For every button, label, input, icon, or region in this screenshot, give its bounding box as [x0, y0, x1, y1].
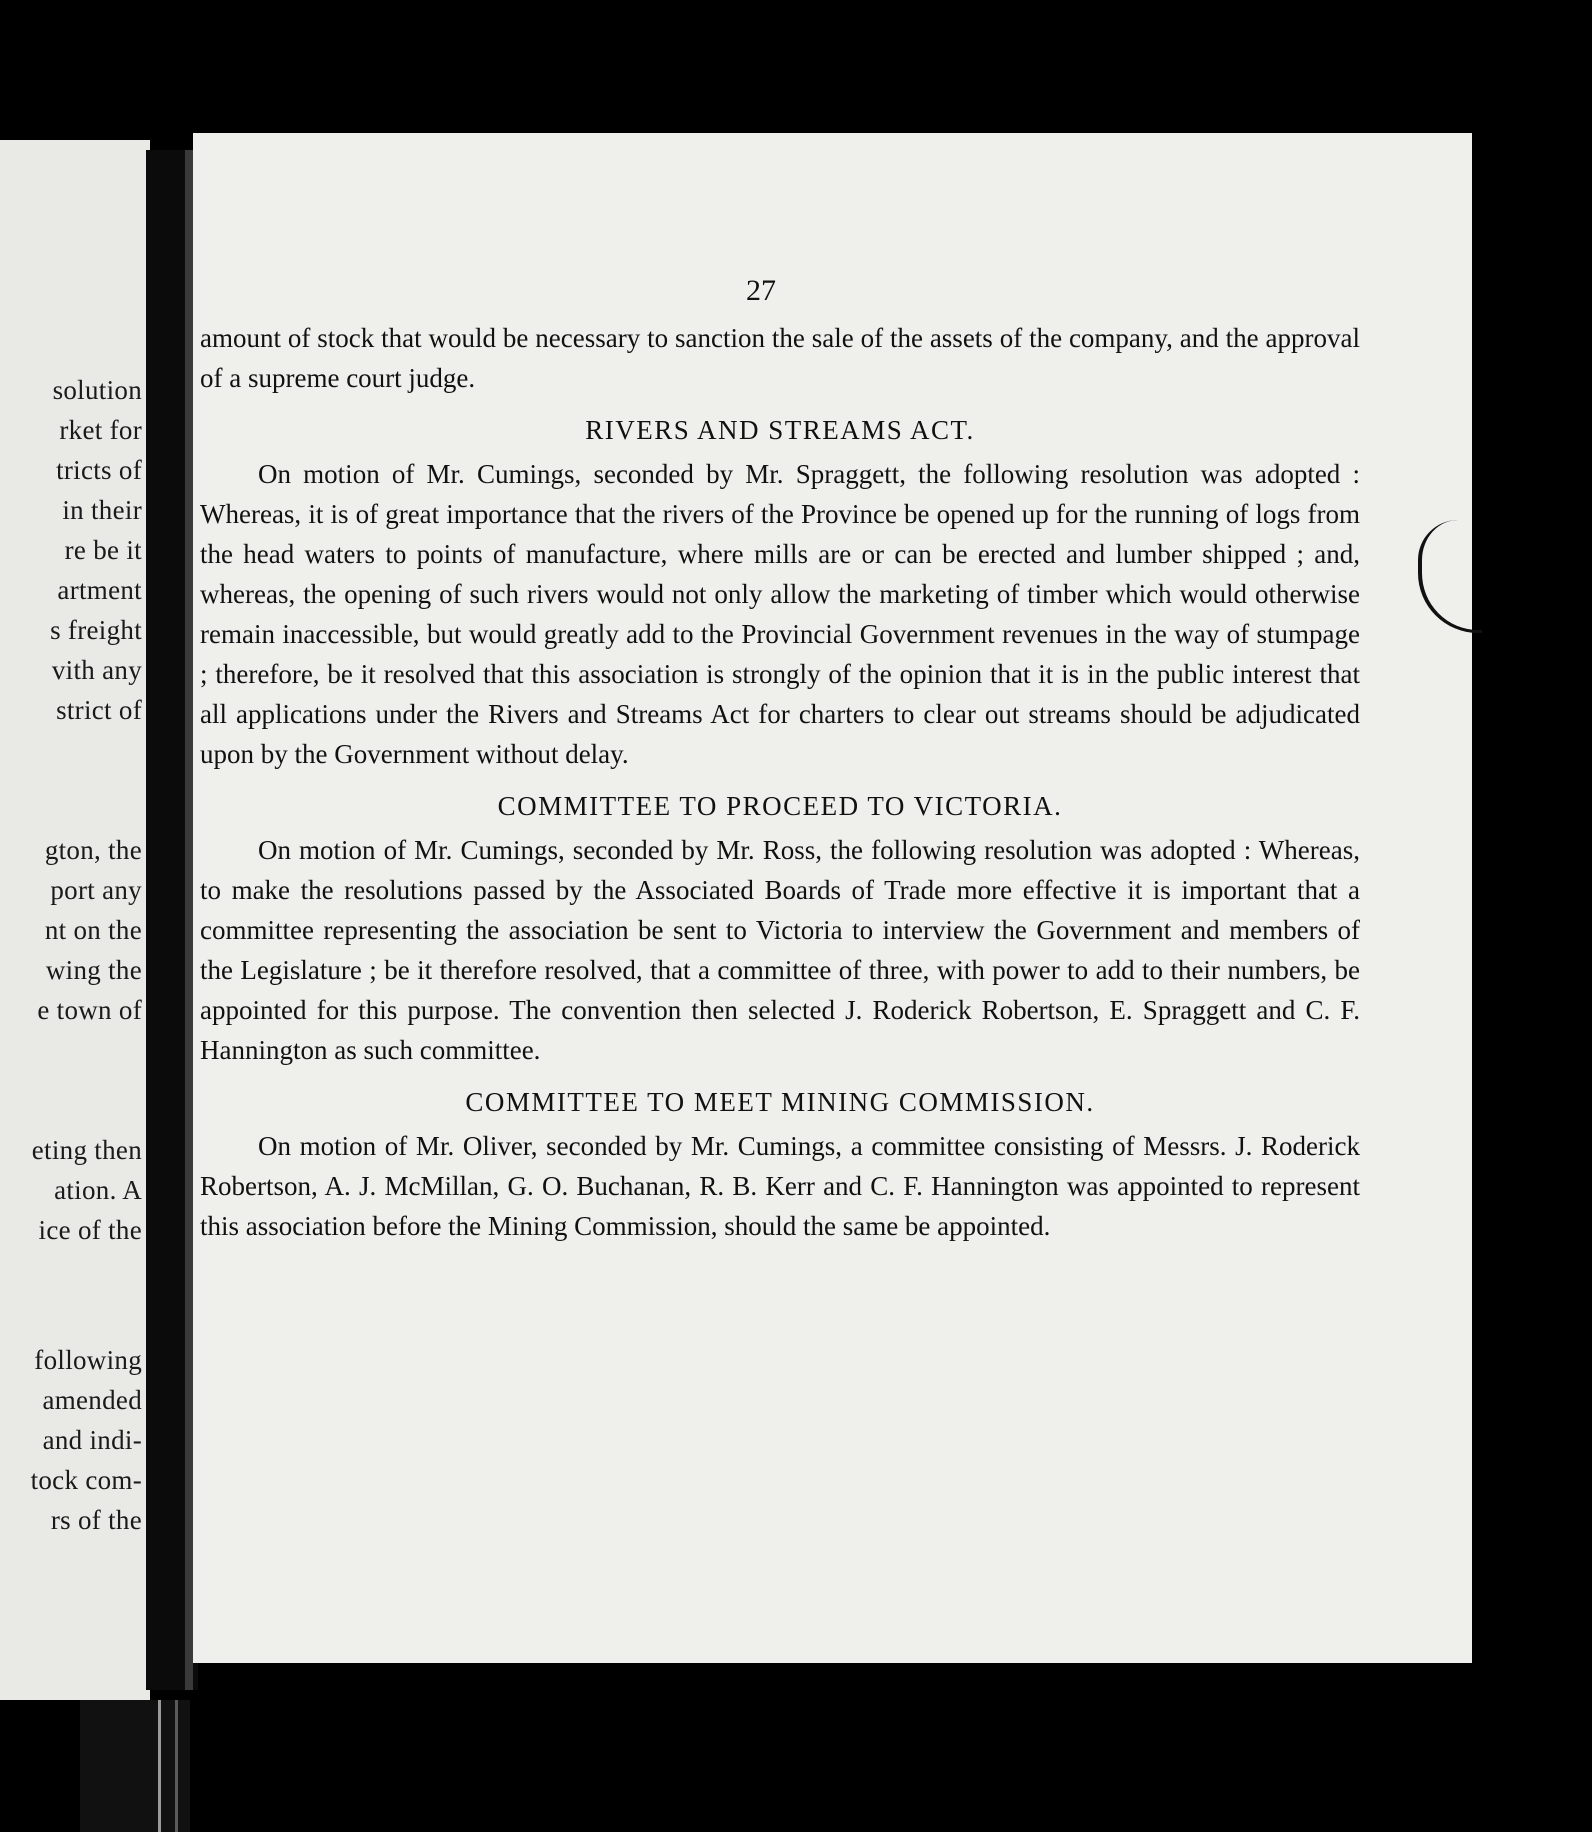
- section-paragraph: On motion of Mr. Oliver, seconded by Mr. Cumings, a committee consisting of Messrs. J. Roderick Robertson, A. J. McMillan, G. O. Buchanan, R. B. Kerr and C. F. Hannington was appointed to represent this association before the Mining Commission, should the same be appointed.: [200, 1131, 1360, 1241]
- left-page-line: ice of the: [38, 1215, 142, 1245]
- left-page-line: gton, the: [44, 835, 142, 865]
- section-heading: COMMITTEE TO PROCEED TO VICTORIA.: [497, 791, 1063, 821]
- left-page-line: ation. A: [54, 1175, 142, 1205]
- left-page-line: tricts of: [56, 455, 142, 485]
- left-page-line: eting then: [31, 1135, 142, 1165]
- section-heading: RIVERS AND STREAMS ACT.: [585, 415, 975, 445]
- stub-edge-line: [175, 1700, 178, 1832]
- left-page: [0, 140, 150, 1700]
- left-page-line: e town of: [37, 995, 142, 1025]
- left-page-line: solution: [52, 375, 142, 405]
- left-page-line: s freight: [50, 615, 142, 645]
- stub-edge-line: [158, 1700, 161, 1832]
- gutter-edge: [185, 150, 193, 1690]
- left-page-line: amended: [42, 1385, 142, 1415]
- left-page-line: artment: [57, 575, 142, 605]
- section-paragraph: On motion of Mr. Cumings, seconded by Mr. Ross, the following resolution was adopted : Whereas, to make the resolutions passed by the Associated Boards of Trade more effective it is important that a committee representing the association be sent to Victoria to interview the Government and members of the Legislature ; be it therefore resolved, that a committee of three, with power to add to their numbers, be appointed for this purpose. The convention then selected J. Roderick Robertson, E. Spraggett and C. F. Hannington as such committee.: [200, 835, 1360, 1065]
- left-page-line: strict of: [56, 695, 142, 725]
- left-page-line: rket for: [59, 415, 142, 445]
- section-heading: COMMITTEE TO MEET MINING COMMISSION.: [465, 1087, 1095, 1117]
- page-number: 27: [746, 274, 776, 307]
- left-page-line: re be it: [64, 535, 142, 565]
- left-page-line: following: [34, 1345, 142, 1375]
- section-paragraph: On motion of Mr. Cumings, seconded by Mr. Spraggett, the following resolution was adopted : Whereas, it is of great importance that the rivers of the Province be opened up for the running of logs from the head waters to points of manufacture, where mills are or can be erected and lumber shipped ; and, whereas, the opening of such rivers would not only allow the marketing of timber which would otherwise remain inaccessible, but would greatly add to the Provincial Government revenues in the way of stumpage ; therefore, be it resolved that this association is strongly of the opinion that it is in the public interest that all applications under the Rivers and Streams Act for charters to clear out streams should be adjudicated upon by the Government without delay.: [200, 459, 1360, 769]
- left-page-line: wing the: [45, 955, 142, 985]
- intro-paragraph: amount of stock that would be necessary to sanction the sale of the assets of the company, and the approval of a supreme court judge.: [200, 323, 1360, 393]
- left-page-line: tock com-: [30, 1465, 142, 1495]
- page-stub: [80, 1700, 190, 1832]
- page-body: [200, 318, 1360, 1246]
- left-page-line: port any: [50, 875, 142, 905]
- left-page-line: and indi-: [42, 1425, 142, 1455]
- left-page-line: vith any: [51, 655, 142, 685]
- left-page-line: in their: [62, 495, 142, 525]
- left-page-line: rs of the: [50, 1505, 142, 1535]
- left-page-line: nt on the: [44, 915, 142, 945]
